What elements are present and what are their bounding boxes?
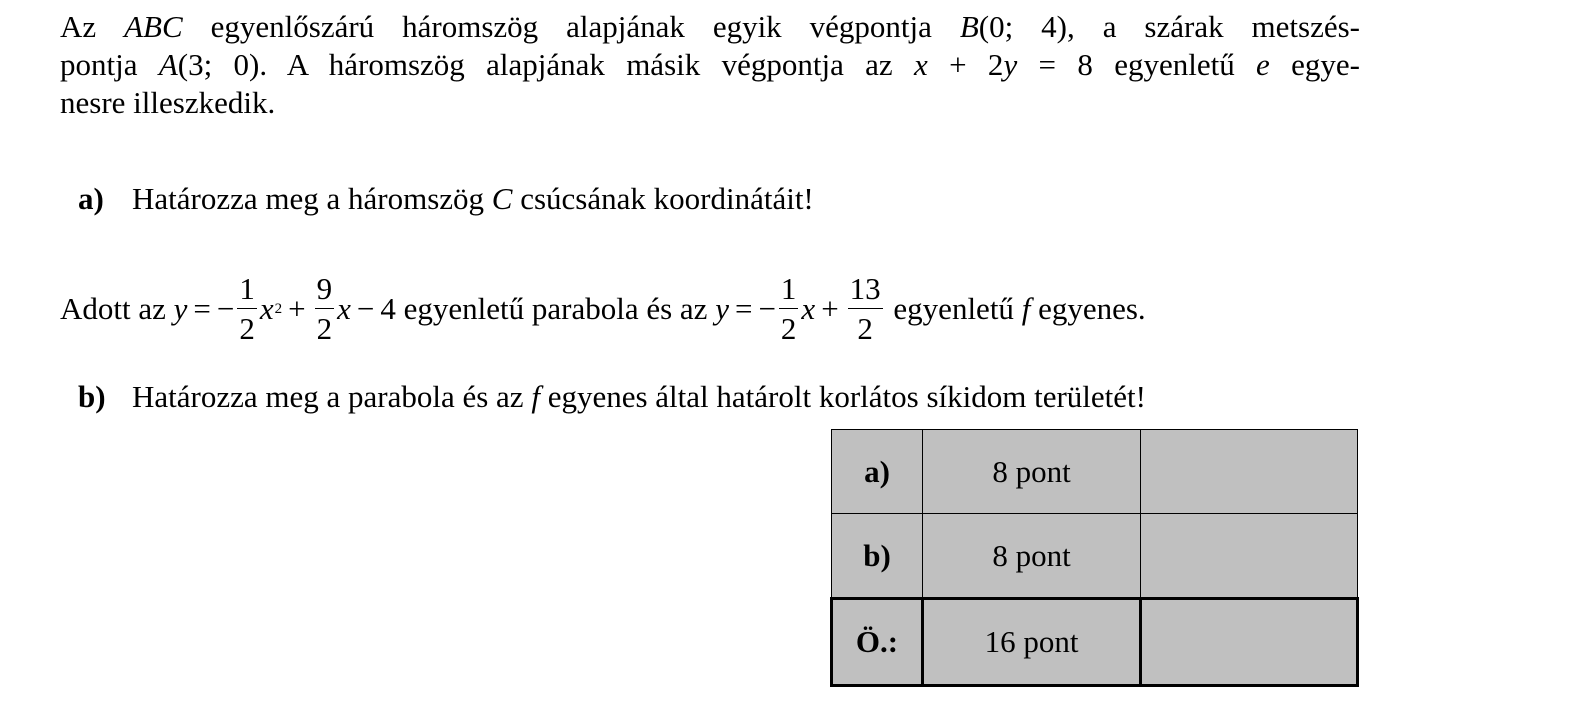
part-label: b) — [832, 514, 923, 599]
numerator: 13 — [848, 272, 883, 309]
var-y: y — [715, 291, 729, 326]
text-run: = 8 egyenletű — [1017, 47, 1257, 82]
var-x: x — [801, 291, 816, 326]
part-label: a) — [832, 430, 923, 514]
var-x: x — [337, 291, 351, 326]
fraction — [237, 272, 257, 346]
vertex-c: C — [491, 181, 513, 216]
text-run: egyenletű — [885, 291, 1022, 326]
task-label: b) — [78, 379, 106, 414]
text-run: egyenlőszárú háromszög alapjának egyik végpontja — [182, 9, 960, 44]
total-row — [832, 599, 1358, 686]
numerator: 1 — [779, 272, 799, 309]
text-run: Határozza meg a parabola és az — [132, 379, 532, 414]
intro-line-1 — [60, 8, 1360, 46]
plus-sign: + — [821, 291, 839, 326]
text-run: pontja — [60, 47, 159, 82]
max-points: 8 pont — [923, 430, 1141, 514]
intro-line-2 — [60, 46, 1360, 84]
minus-sign: − — [216, 291, 235, 326]
var-y: y — [1003, 47, 1018, 82]
problem-intro — [60, 8, 1360, 122]
fraction — [848, 272, 883, 346]
numerator: 1 — [237, 272, 257, 309]
score-row — [832, 430, 1358, 514]
total-score-cell[interactable] — [1141, 599, 1358, 686]
task-label: a) — [78, 181, 104, 216]
parabola-equation — [174, 272, 396, 346]
var-x: x — [914, 47, 928, 82]
line-e: e — [1256, 47, 1270, 82]
score-row — [832, 514, 1358, 599]
line-f: f — [1021, 291, 1031, 326]
intro-line-3: nesre illeszkedik. — [60, 85, 276, 120]
line-f-equation — [715, 272, 885, 346]
text-run: Határozza meg a háromszög — [132, 181, 492, 216]
constant: 4 — [380, 291, 396, 326]
text-run: egyenletű parabola és az — [395, 291, 716, 326]
text-run: egye- — [1269, 47, 1360, 82]
max-points: 8 pont — [923, 514, 1141, 599]
text-run: (0; 4), a szárak metszés- — [978, 9, 1360, 44]
denominator: 2 — [316, 311, 333, 346]
text-run: Adott az — [60, 291, 174, 326]
plus-sign: + — [288, 291, 306, 326]
text-run: + 2 — [927, 47, 1004, 82]
numerator: 9 — [315, 272, 335, 309]
exponent: 2 — [274, 300, 283, 317]
score-table — [830, 429, 1359, 687]
total-label: Ö.: — [832, 599, 923, 686]
denominator: 2 — [857, 311, 873, 346]
equals-sign: = — [193, 291, 211, 326]
text-run: Az — [60, 9, 125, 44]
var-x: x — [259, 291, 274, 326]
point-a: A — [158, 47, 178, 82]
total-points: 16 pont — [923, 599, 1141, 686]
equals-sign: = — [734, 291, 753, 326]
given-equations — [60, 264, 1146, 354]
task-a — [78, 180, 814, 218]
score-cell[interactable] — [1141, 430, 1358, 514]
text-run: (3; 0). A háromszög alapjának másik végpontja az — [177, 47, 915, 82]
minus-sign: − — [758, 291, 776, 326]
var-y: y — [173, 291, 188, 326]
denominator: 2 — [780, 311, 797, 346]
task-b — [78, 378, 1146, 416]
point-b: B — [959, 9, 979, 44]
text-run: egyenes. — [1030, 291, 1146, 326]
minus-sign: − — [356, 291, 375, 326]
denominator: 2 — [239, 311, 255, 346]
triangle-name: ABC — [124, 9, 183, 44]
fraction — [779, 272, 799, 346]
score-cell[interactable] — [1141, 514, 1358, 599]
text-run: csúcsának koordinátáit! — [512, 181, 814, 216]
line-f: f — [531, 379, 540, 414]
fraction — [315, 272, 335, 346]
text-run: egyenes által határolt korlátos síkidom területét! — [539, 379, 1146, 414]
